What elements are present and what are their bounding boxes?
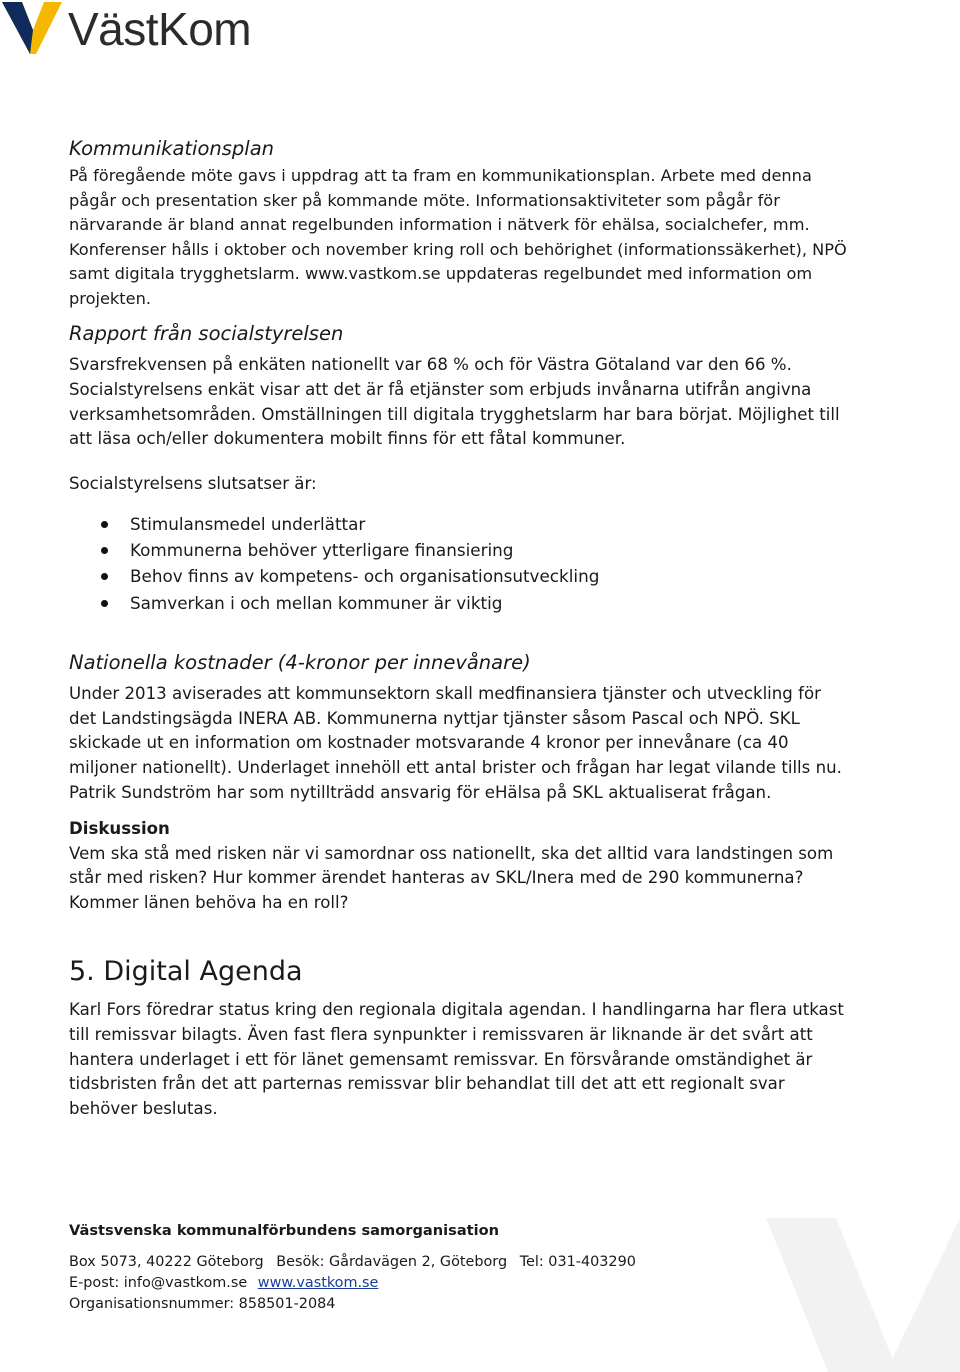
list-item: Stimulansmedel underlättar — [69, 511, 849, 537]
heading-kostnader: Nationella kostnader (4-kronor per innevånare) — [69, 650, 531, 674]
footer-visit-address: Besök: Gårdavägen 2, Göteborg — [276, 1254, 508, 1270]
vastkom-logo — [0, 0, 270, 60]
vastkom-chevron-icon — [0, 0, 64, 56]
heading-digital-agenda: 5. Digital Agenda — [69, 955, 303, 987]
footer-org-name: Västsvenska kommunalförbundens samorganisation — [69, 1222, 500, 1239]
heading-diskussion: Diskussion — [69, 818, 170, 838]
footer-chevron-watermark-icon — [766, 1218, 960, 1372]
footer-orgnr: Organisationsnummer: 858501-2084 — [69, 1296, 336, 1312]
document-body — [69, 134, 849, 1122]
conclusions-label: Socialstyrelsens slutsatser är: — [69, 474, 317, 494]
heading-rapport: Rapport från socialstyrelsen — [69, 322, 344, 345]
heading-kommunikationsplan: Kommunikationsplan — [69, 137, 275, 160]
list-item: Kommunerna behöver ytterligare finansiering — [69, 537, 849, 563]
footer-email: E-post: info@vastkom.se — [69, 1275, 248, 1291]
footer-email-line — [69, 1273, 769, 1294]
paragraph-diskussion: Vem ska stå med risken när vi samordnar oss nationellt, ska det alltid vara landstingen som står med risken? Hur kommer ärendet hanteras av SKL/Inera med de 290 kommunerna? Kommer länen behöva ha en roll? — [69, 843, 834, 913]
footer-contact-line — [69, 1252, 769, 1273]
list-item: Samverkan i och mellan kommuner är viktig — [69, 590, 849, 616]
page-footer — [69, 1220, 769, 1315]
paragraph-rapport: Svarsfrekvensen på enkäten nationellt var 68 % och för Västra Götaland var den 66 %. Socialstyrelsens enkät visar att det är få etjänster som erbjuds invånarna utifrån angivna verksamhetsområden. Omställningen till digitala trygghetslarm har bara börjat. Möjlighet till att läsa och/eller dokumentera mobilt finns för ett fåtal kommuner. — [69, 355, 840, 449]
paragraph-kommunikationsplan: På föregående möte gavs i uppdrag att ta fram en kommunikationsplan. Arbete med denna pågår och presentation sker på kommande möte. Informationsaktiviteter som pågår för närvarande är bland annat regelbunden information i nätverk för ehälsa, socialchefer, mm. Konferenser hålls i oktober och november kring roll och behörighet (informationssäkerhet), NPÖ samt digitala trygghetslarm. www.vastkom.se uppdateras regelbundet med information om projekten. — [69, 166, 847, 308]
list-item: Behov finns av kompetens- och organisationsutveckling — [69, 563, 849, 589]
footer-website-link[interactable]: www.vastkom.se — [257, 1275, 379, 1291]
conclusions-list — [69, 511, 849, 616]
logo-wordmark: VästKom — [68, 3, 252, 55]
footer-phone: Tel: 031-403290 — [519, 1254, 636, 1270]
paragraph-digital-agenda: Karl Fors föredrar status kring den regionala digitala agendan. I handlingarna har flera utkast till remissvar bilagts. Även fast flera synpunkter i remissvaren är liknande är det svårt att hantera underlaget i ett för länet gemensamt remissvar. En försvårande omständighet är tidsbristen från det att parternas remissvar blir behandlat till det att ett regionalt svar behöver beslutas. — [69, 999, 844, 1119]
paragraph-kostnader: Under 2013 aviserades att kommunsektorn skall medfinansiera tjänster och utveckling för det Landstingsägda INERA AB. Kommunerna nyttjar tjänster såsom Pascal och NPÖ. SKL skickade ut en information om kostnader motsvarande 4 kronor per innevånare (ca 40 miljoner nationellt). Underlaget innehöll ett antal brister och frågan har legat vilande tills nu. Patrik Sundström har som nytillträdd ansvarig för eHälsa på SKL aktualiserat frågan. — [69, 683, 842, 802]
footer-address: Box 5073, 40222 Göteborg — [69, 1254, 264, 1270]
